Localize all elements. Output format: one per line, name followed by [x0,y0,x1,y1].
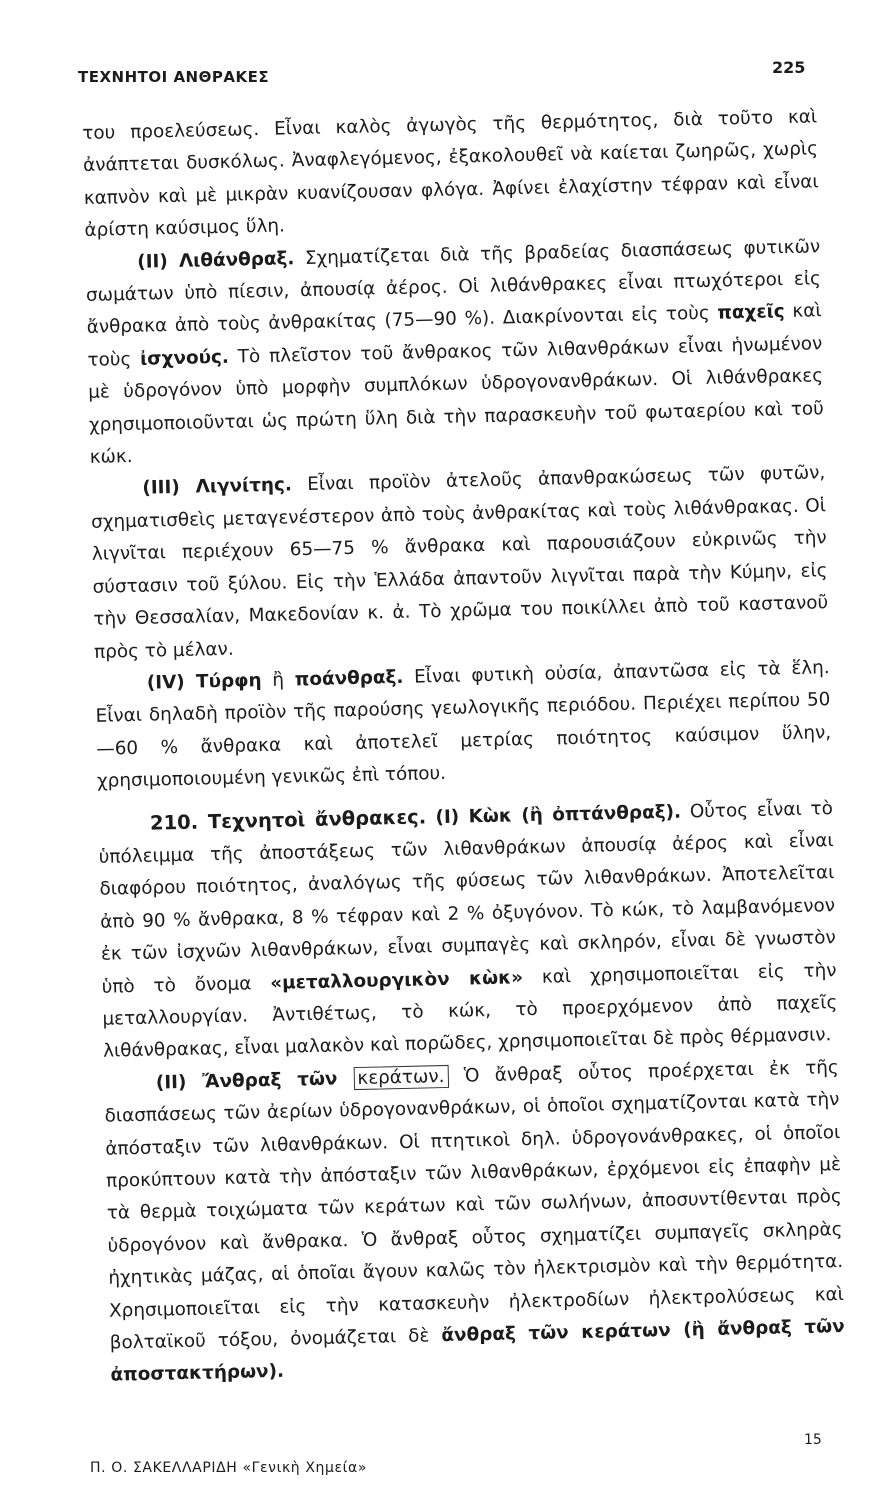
sheet-number: 15 [804,1432,822,1448]
paragraph-label: ποάνθραξ. [294,666,404,691]
paragraph-coke [98,792,839,1069]
paragraph-label: (I) Κὼκ (ἢ ὀπτάνθραξ). [425,801,682,828]
bold-term: ἄνθραξ τῶν κεράτων (ἢ ἄνθραξ τῶν ἀποστακτήρων). [110,1316,845,1387]
paragraph-text: Οὗτος εἶναι τὸ ὑπόλειμμα τῆς ἀποστάξεως τῶν λιθανθράκων ἀπουσίᾳ ἀέρος καὶ εἶναι διαφόρου ποιότητος, ἀναλόγως τῆς φύσεως τῶν λιθανθράκων. Ἀποτελεῖται ἀπὸ 90 % ἄνθρακα, 8 % τέφραν καὶ 2 % ὀξυγόνον. Τὸ κώκ, τὸ λαμβανόμενον ἐκ τῶν ἰσχνῶν λιθανθράκων, εἶναι συμπαγὲς καὶ σκληρόν, εἶναι δὲ γνωστὸν ὑπὸ τὸ ὄνομα [98,797,837,998]
paragraph-text: Ὁ ἄνθραξ οὗτος προέρχεται ἐκ τῆς διασπάσεως τῶν ἀερίων ὑδρογονανθράκων, οἱ ὁποῖοι σχηματίζονται κατὰ τὴν ἀπόσταξιν τῶν λιθανθράκων. Οἱ πτητικοὶ δηλ. ὑδρογονάνθρακες, οἱ ὁποῖοι προκύπτουν κατὰ τὴν ἀπόσταξιν τῶν λιθανθράκων, ἐρχόμενοι εἰς ἐπαφὴν μὲ τὰ θερμὰ τοιχώματα τῶν κεράτων καὶ τῶν σωλήνων, ἀποσυντίθενται πρὸς ὑδρογόνον καὶ ἄνθρακα. Ὁ ἄνθραξ οὗτος σχηματίζει συμπαγεῖς σκληρὰς ἠχητικὰς μάζας, αἱ ὁποῖαι ἄγουν καλῶς τὸν ἠλεκτρισμὸν καὶ τὴν θερμότητα. Χρησιμοποιεῖται εἰς τὴν κατασκευὴν ἠλεκτροδίων ἠλεκτρολύσεως καὶ βολταϊκοῦ τόξου, ὀνομάζεται δὲ [104,1056,845,1354]
page-number: 225 [772,58,806,77]
paragraph-text: Σχηματίζεται διὰ τῆς βραδείας διασπάσεως φυτικῶν σωμάτων ὑπὸ πίεσιν, ἀπουσίᾳ ἀέρος. Οἱ λιθάνθρακες εἶναι πτωχότεροι εἰς ἄνθρακα ἀπὸ τοὺς ἀνθρακίτας (75—90 %). Διακρίνονται εἰς τοὺς [85,235,822,339]
running-head: ΤΕΧΝΗΤΟΙ ΑΝΘΡΑΚΕΣ [78,68,270,86]
paragraph-lithanthrax [85,231,825,474]
paragraph-lignite [90,458,829,669]
paragraph-text: ἢ [261,669,296,691]
footer-note: Π. Ο. ΣΑΚΕΛΛΑΡΙΔΗ «Γενικὴ Χημεία» [90,1460,367,1476]
paragraph-text: Εἶναι προϊὸν ἀτελοῦς ἀπανθρακώσεως τῶν φυτῶν, σχηματισθεὶς μεταγενέστερον ἀπὸ τοὺς ἀνθρακίτας καὶ τοὺς λιθάνθρακας. Οἱ λιγνῖται περιέχουν 65—75 % ἄνθρακα καὶ παρουσιάζουν εὐκρινῶς τὴν σύστασιν τοῦ ξύλου. Εἰς τὴν Ἑλλάδα ἀπαντοῦν λιγνῖται παρὰ τὴν Κύμην, εἰς τὴν Θεσσαλίαν, Μακεδονίαν κ. ἀ. Τὸ χρῶμα του ποικίλλει ἀπὸ τοῦ καστανοῦ πρὸς τὸ μέλαν. [90,462,829,663]
paragraph-label: (IV) Τύρφη [146,669,262,694]
section-heading: 210. Τεχνητοὶ ἄνθρακες. [149,804,427,835]
paragraph-anthracite-end: του προελεύσεως. Εἶναι καλὸς ἀγωγὸς τῆς θερμότητος, διὰ τοῦτο καὶ ἀνάπτεται δυσκόλως. Ἀναφλεγόμενος, ἐξακολουθεῖ νὰ καίεται ζωηρῶς, χωρὶς καπνὸν καὶ μὲ μικρὰν κυανίζουσαν φλόγα. Ἀφίνει ἐλαχίστην τέφραν καὶ εἶναι ἀρίστη καύσιμος ὕλη. [82,106,819,242]
bold-term: ἰσχνούς. [139,346,230,370]
paragraph-text: Τὸ πλεῖστον τοῦ ἄνθρακος τῶν λιθανθράκων εἶναι ἡνωμένον μὲ ὑδρογόνον ὑπὸ μορφὴν συμπλόκων ὑδρογονανθράκων. Οἱ λιθάνθρακες χρησιμοποιοῦνται ὡς πρώτη ὕλη διὰ τὴν παρασκευὴν τοῦ φωταερίου καὶ τοῦ κώκ. [87,333,825,468]
paragraph-text: Εἶναι φυτικὴ οὐσία, ἀπαντῶσα εἰς τὰ ἕλη. Εἶναι δηλαδὴ προϊὸν τῆς παρούσης γεωλογικῆς περιόδου. Περιέχει περίπου 50—60 % ἄνθρακα καὶ ἀποτελεῖ μετρίας ποιότητος καύσιμον ὕλην, χρησιμοποιουμένη γενικῶς ἐπὶ τόπου. [95,657,832,792]
paragraph-label: (III) Λιγνίτης. [142,474,293,500]
paragraph-retort-carbon [104,1052,846,1393]
paragraph-text: καὶ τοὺς [87,300,822,371]
body-text [82,101,846,1392]
paragraph-label: (II) Λιθάνθραξ. [137,247,295,273]
bold-term: παχεῖς [717,301,785,325]
paragraph-label: (II) Ἄνθραξ τῶν [155,1067,354,1094]
bold-term: «μεταλλουργικὸν κὼκ» [269,966,524,994]
paragraph-peat [94,652,832,798]
paragraph-text: καὶ χρησιμοποιεῖται εἰς τὴν μεταλλουργίαν. Ἀντιθέτως, τὸ κώκ, τὸ προερχόμενον ἀπὸ παχεῖς λιθάνθρακας, εἶναι μαλακὸν καὶ πορῶδες, χρησιμοποιεῖται δὲ πρὸς θέρμανσιν. [102,959,838,1063]
boxed-word: κεράτων. [353,1065,449,1090]
